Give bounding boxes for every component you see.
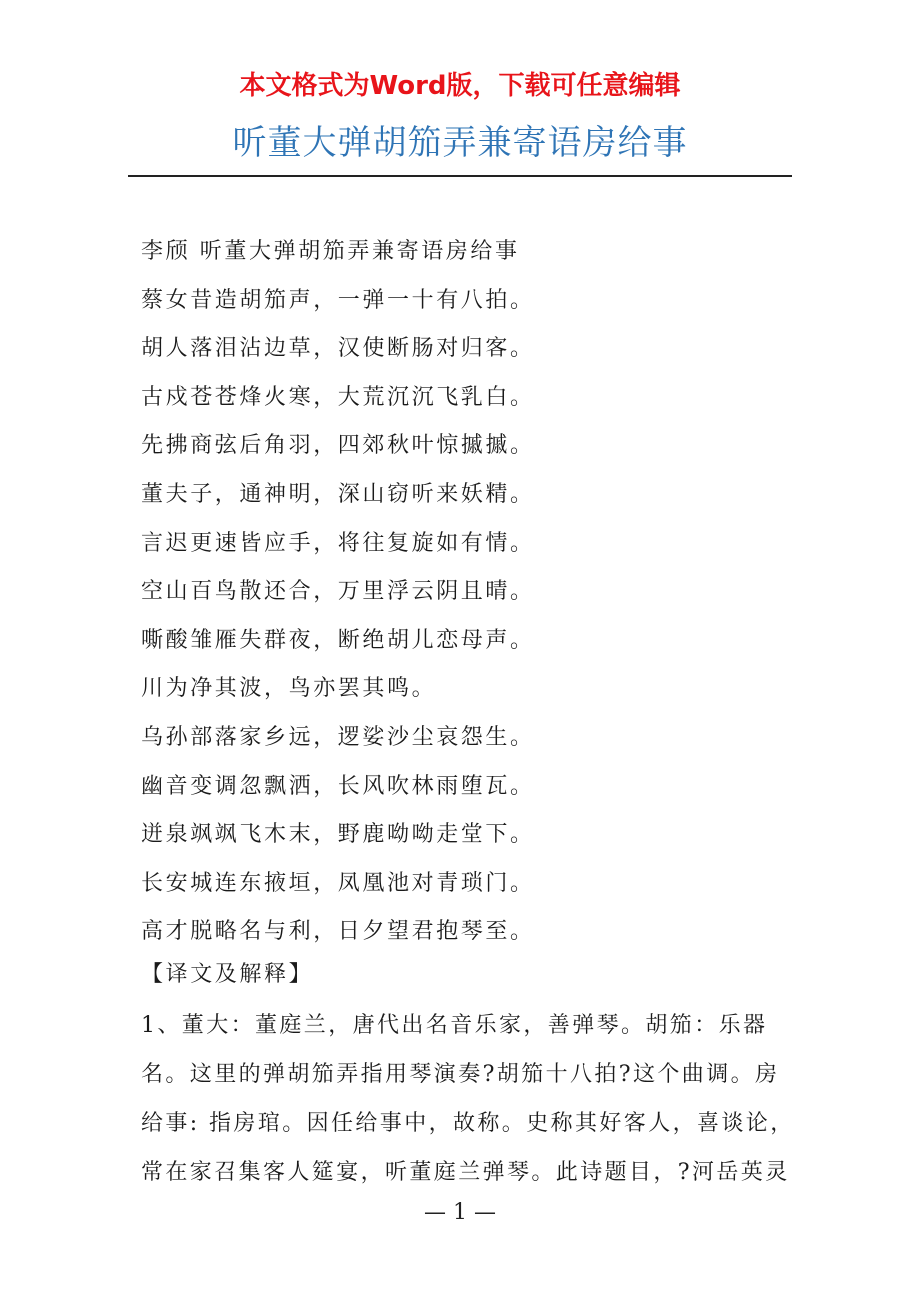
paragraph-line: 名。这里的弹胡笳弄指用琴演奏?胡笳十八拍?这个曲调。房 xyxy=(141,1062,780,1087)
poem-line: 迸泉飒飒飞木末，野鹿呦呦走堂下。 xyxy=(141,822,535,848)
poem-line: 蔡女昔造胡笳声，一弹一十有八拍。 xyxy=(141,287,535,313)
poem-line: 长安城连东掖垣，凤凰池对青琐门。 xyxy=(141,870,535,896)
poem-line: 胡人落泪沾边草，汉使断肠对归客。 xyxy=(141,336,535,362)
paragraph-line: 给事: 指房琯。因任给事中，故称。史称其好客人，喜谈论， xyxy=(141,1111,795,1136)
poem-line: 先拂商弦后角羽，四郊秋叶惊摵摵。 xyxy=(141,433,535,459)
document-title: 听董大弹胡笳弄兼寄语房给事 xyxy=(232,123,688,163)
paragraph-line: 1、董大：董庭兰，唐代出名音乐家，善弹琴。胡笳：乐器 xyxy=(141,1013,768,1038)
poem-line: 言迟更速皆应手，将往复旋如有情。 xyxy=(141,530,535,556)
poem-line: 空山百鸟散还合，万里浮云阴且晴。 xyxy=(141,579,535,605)
poem-text xyxy=(141,232,791,961)
annotation-paragraph xyxy=(141,1004,795,1200)
poem-line: 董夫子，通神明，深山窃听来妖精。 xyxy=(141,481,535,507)
title-divider xyxy=(128,175,792,177)
download-notice-banner: 本文格式为Word版，下载可任意编辑 xyxy=(239,71,681,101)
poem-line: 幽音变调忽飘洒，长风吹林雨堕瓦。 xyxy=(141,773,535,799)
poem-line: 古戍苍苍烽火寒，大荒沉沉飞乳白。 xyxy=(141,384,535,410)
poem-line: 乌孙部落家乡远，逻娑沙尘哀怨生。 xyxy=(141,724,535,750)
translation-section-heading: 【译文及解释】 xyxy=(141,962,314,987)
page-number: — 1 — xyxy=(424,1200,496,1225)
poem-line: 高才脱略名与利，日夕望君抱琴至。 xyxy=(141,919,535,945)
paragraph-line: 常在家召集客人筵宴，听董庭兰弹琴。此诗题目，?河岳英灵 xyxy=(141,1160,790,1185)
poem-line: 李颀 听董大弹胡笳弄兼寄语房给事 xyxy=(141,239,520,264)
poem-line: 嘶酸雏雁失群夜，断绝胡儿恋母声。 xyxy=(141,627,535,653)
poem-line: 川为净其波，鸟亦罢其鸣。 xyxy=(141,676,437,702)
